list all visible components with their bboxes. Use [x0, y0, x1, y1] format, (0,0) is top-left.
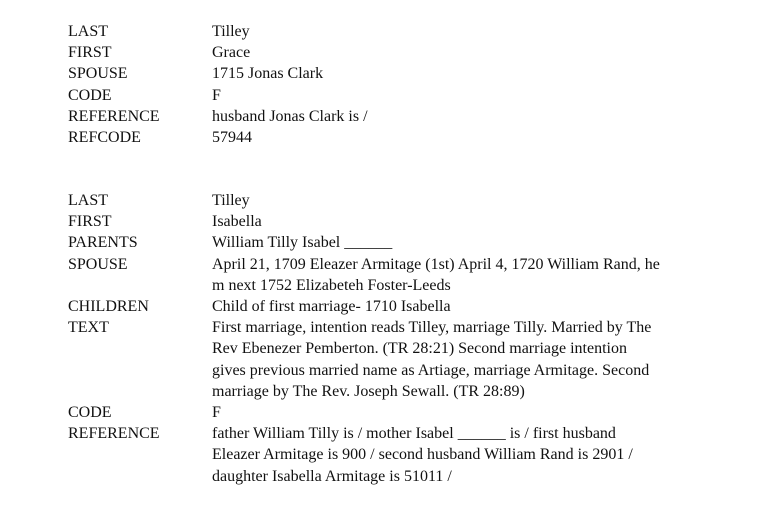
value-line: Eleazer Armitage is 900 / second husband William Rand is 2901 /	[212, 446, 633, 464]
field-value	[212, 190, 748, 211]
value-line: Rev Ebenezer Pemberton. (TR 28:21) Second marriage intention	[212, 340, 627, 358]
value-line: First marriage, intention reads Tilley, marriage Tilly. Married by The	[212, 319, 652, 337]
value-line: 1715 Jonas Clark	[212, 65, 324, 83]
value-line: husband Jonas Clark is /	[212, 107, 368, 125]
value-line: gives previous married name as Artiage, marriage Armitage. Second	[212, 361, 650, 379]
field-value	[212, 254, 748, 296]
value-line: Isabella	[212, 213, 262, 231]
value-line: father William Tilly is / mother Isabel ______ is / first husband	[212, 425, 616, 443]
field-label: PARENTS	[68, 234, 138, 252]
field-label: REFERENCE	[68, 425, 160, 443]
value-line: F	[212, 404, 221, 422]
field-last	[68, 21, 748, 42]
field-first	[68, 42, 748, 63]
field-spouse	[68, 254, 748, 296]
field-value	[212, 106, 748, 127]
field-value	[212, 423, 748, 487]
value-line: 57944	[212, 129, 252, 147]
value-line: Tilley	[212, 23, 250, 40]
value-line: m next 1752 Elizabeteh Foster-Leeds	[212, 276, 451, 294]
field-value	[212, 85, 748, 106]
field-label: REFCODE	[68, 129, 141, 147]
value-line: Tilley	[212, 192, 250, 209]
field-label: REFERENCE	[68, 107, 160, 125]
record-grace-tilley	[68, 21, 748, 148]
field-value	[212, 402, 748, 423]
field-value	[212, 211, 748, 232]
field-value	[212, 232, 748, 253]
value-line: William Tilly Isabel ______	[212, 234, 393, 252]
field-label: CHILDREN	[68, 298, 149, 316]
field-label: FIRST	[68, 213, 112, 231]
field-value	[212, 296, 748, 317]
field-value	[212, 127, 748, 148]
field-label: FIRST	[68, 44, 112, 62]
field-first	[68, 211, 748, 232]
value-line: F	[212, 86, 221, 104]
field-parents	[68, 232, 748, 253]
value-line: Grace	[212, 44, 251, 62]
field-label: TEXT	[68, 319, 109, 337]
value-line: daughter Isabella Armitage is 51011 /	[212, 467, 452, 485]
field-label: CODE	[68, 86, 112, 104]
field-code	[68, 402, 748, 423]
field-label: SPOUSE	[68, 65, 128, 83]
field-reference	[68, 423, 748, 487]
value-line: Child of first marriage- 1710 Isabella	[212, 298, 451, 316]
field-reference	[68, 106, 748, 127]
value-line: April 21, 1709 Eleazer Armitage (1st) April 4, 1720 William Rand, he	[212, 255, 660, 273]
field-label: LAST	[68, 23, 108, 40]
field-last	[68, 190, 748, 211]
field-code	[68, 85, 748, 106]
field-refcode	[68, 127, 748, 148]
value-line: marriage by The Rev. Joseph Sewall. (TR 28:89)	[212, 382, 525, 400]
field-children	[68, 296, 748, 317]
field-text	[68, 317, 748, 402]
record-isabella-tilley	[68, 190, 748, 487]
field-label: CODE	[68, 404, 112, 422]
field-value	[212, 42, 748, 63]
field-value	[212, 21, 748, 42]
field-value	[212, 63, 748, 84]
field-spouse	[68, 63, 748, 84]
field-label: LAST	[68, 192, 108, 209]
field-label: SPOUSE	[68, 255, 128, 273]
field-value	[212, 317, 748, 402]
